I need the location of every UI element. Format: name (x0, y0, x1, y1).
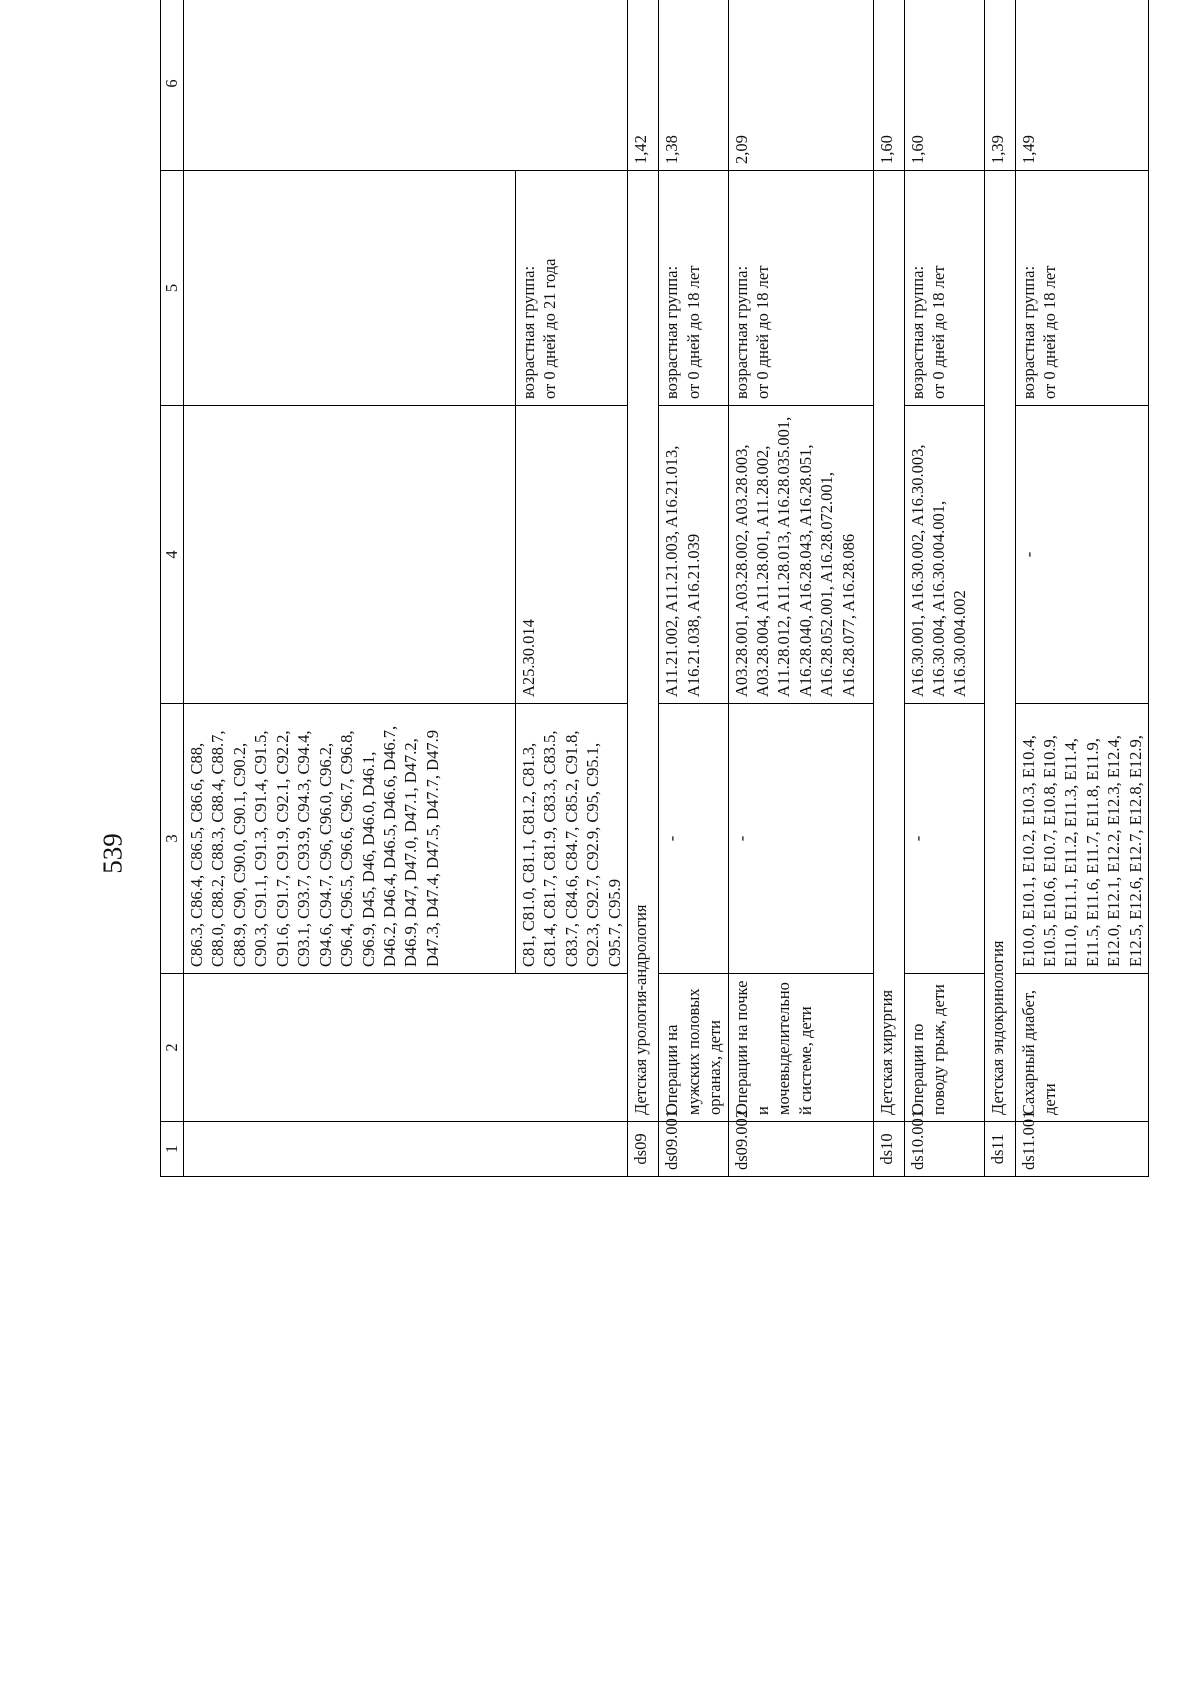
diagnosis-codes-cell: C81, C81.0, C81.1, C81.2, C81.3, C81.4, C81.7, C81.9, C83.3, C83.5, C83.7, C84.6, C84.7, C85.2, C91.8, C92.3, C92.7, C92.9, C95, C95.1, C95.7, C95.9 (516, 704, 628, 974)
row-code: ds11.001 (1015, 1122, 1149, 1177)
row-code: ds11 (984, 1122, 1015, 1177)
row-code: ds09 (628, 1122, 659, 1177)
row-code: ds10.001 (904, 1122, 984, 1177)
tariff-table (160, 0, 1149, 1177)
coefficient: 1,60 (873, 0, 904, 171)
service-codes-cell: A11.21.002, A11.21.003, A16.21.013, A16.21.038, A16.21.039 (659, 406, 728, 704)
section-row (873, 0, 904, 1177)
service-codes-cell: A03.28.001, A03.28.002, A03.28.003, A03.28.004, A11.28.001, A11.28.002, A11.28.012, A11.28.013, A16.28.035.001, A16.28.040, A16.28.043, A16.28.051, A16.28.052.001, A16.28.072.001, A16.28.077, A16.28.086 (728, 406, 873, 704)
row-code: ds10 (873, 1122, 904, 1177)
header-col-2: 2 (161, 974, 184, 1122)
coefficient: 1,42 (628, 0, 659, 171)
header-col-5: 5 (161, 171, 184, 406)
service-codes-cell: A25.30.014 (516, 406, 628, 704)
diagnosis-codes-cell: - (659, 704, 728, 974)
section-row (984, 0, 1015, 1177)
coefficient: 1,38 (659, 0, 728, 171)
criteria-cell: возрастная группа: от 0 дней до 18 лет (904, 171, 984, 406)
group-name: Сахарный диабет, дети (1015, 974, 1149, 1122)
empty-cell (184, 406, 516, 704)
table-row (1015, 0, 1149, 1177)
criteria-cell: возрастная группа: от 0 дней до 18 лет (1015, 171, 1149, 406)
group-name: Операции по поводу грыж, дети (904, 974, 984, 1122)
diagnosis-codes-cell: - (728, 704, 873, 974)
criteria-cell: возрастная группа: от 0 дней до 21 года (516, 171, 628, 406)
empty-cell (184, 171, 516, 406)
section-name: Детская урология-андрология (628, 171, 659, 1122)
section-row (628, 0, 659, 1177)
criteria-cell: возрастная группа: от 0 дней до 18 лет (659, 171, 728, 406)
criteria-cell: возрастная группа: от 0 дней до 18 лет (728, 171, 873, 406)
table-row (659, 0, 728, 1177)
header-col-3: 3 (161, 704, 184, 974)
header-col-1: 1 (161, 1122, 184, 1177)
header-row (161, 0, 184, 1177)
coefficient: 1,60 (904, 0, 984, 171)
empty-cell (184, 974, 628, 1122)
coefficient: 1,39 (984, 0, 1015, 171)
service-codes-cell: A16.30.001, A16.30.002, A16.30.003, A16.30.004, A16.30.004.001, A16.30.004.002 (904, 406, 984, 704)
diagnosis-codes-cell: C86.3, C86.4, C86.5, C86.6, C88, C88.0, C88.2, C88.3, C88.4, C88.7, C88.9, C90, C90.0, C90.1, C90.2, C90.3, C91.1, C91.3, C91.4, C91.5, C91.6, C91.7, C91.9, C92.1, C92.2, C93.1, C93.7, C93.9, C94.3, C94.4, C94.6, C94.7, C96, C96.0, C96.2, C96.4, C96.5, C96.6, C96.7, C96.8, C96.9, D45, D46, D46.0, D46.1, D46.2, D46.4, D46.5, D46.6, D46.7, D46.9, D47, D47.0, D47.1, D47.2, D47.3, D47.4, D47.5, D47.7, D47.9 (184, 704, 516, 974)
diagnosis-codes-cell: E10.0, E10.1, E10.2, E10.3, E10.4, E10.5, E10.6, E10.7, E10.8, E10.9, E11.0, E11.1, E11.2, E11.3, E11.4, E11.5, E11.6, E11.7, E11.8, E11.9, E12.0, E12.1, E12.2, E12.3, E12.4, E12.5, E12.6, E12.7, E12.8, E12.9, (1015, 704, 1149, 974)
empty-cell (184, 1122, 628, 1177)
service-codes-cell: - (1015, 406, 1149, 704)
header-col-4: 4 (161, 406, 184, 704)
section-name: Детская хирургия (873, 171, 904, 1122)
empty-cell (184, 0, 628, 171)
row-code: ds09.002 (728, 1122, 873, 1177)
row-code: ds09.001 (659, 1122, 728, 1177)
page-number: 539 (97, 833, 128, 874)
coefficient: 1,49 (1015, 0, 1149, 171)
table-row (904, 0, 984, 1177)
rotated-table-container (160, 0, 1145, 1177)
group-name: Операции на почке и мочевыделительной системе, дети (728, 974, 873, 1122)
section-name: Детская эндокринология (984, 171, 1015, 1122)
diagnosis-codes-cell: - (904, 704, 984, 974)
table-row (728, 0, 873, 1177)
coefficient: 2,09 (728, 0, 873, 171)
group-name: Операции на мужских половых органах, дети (659, 974, 728, 1122)
header-col-6: 6 (161, 0, 184, 171)
continued-row-a (184, 0, 516, 1177)
